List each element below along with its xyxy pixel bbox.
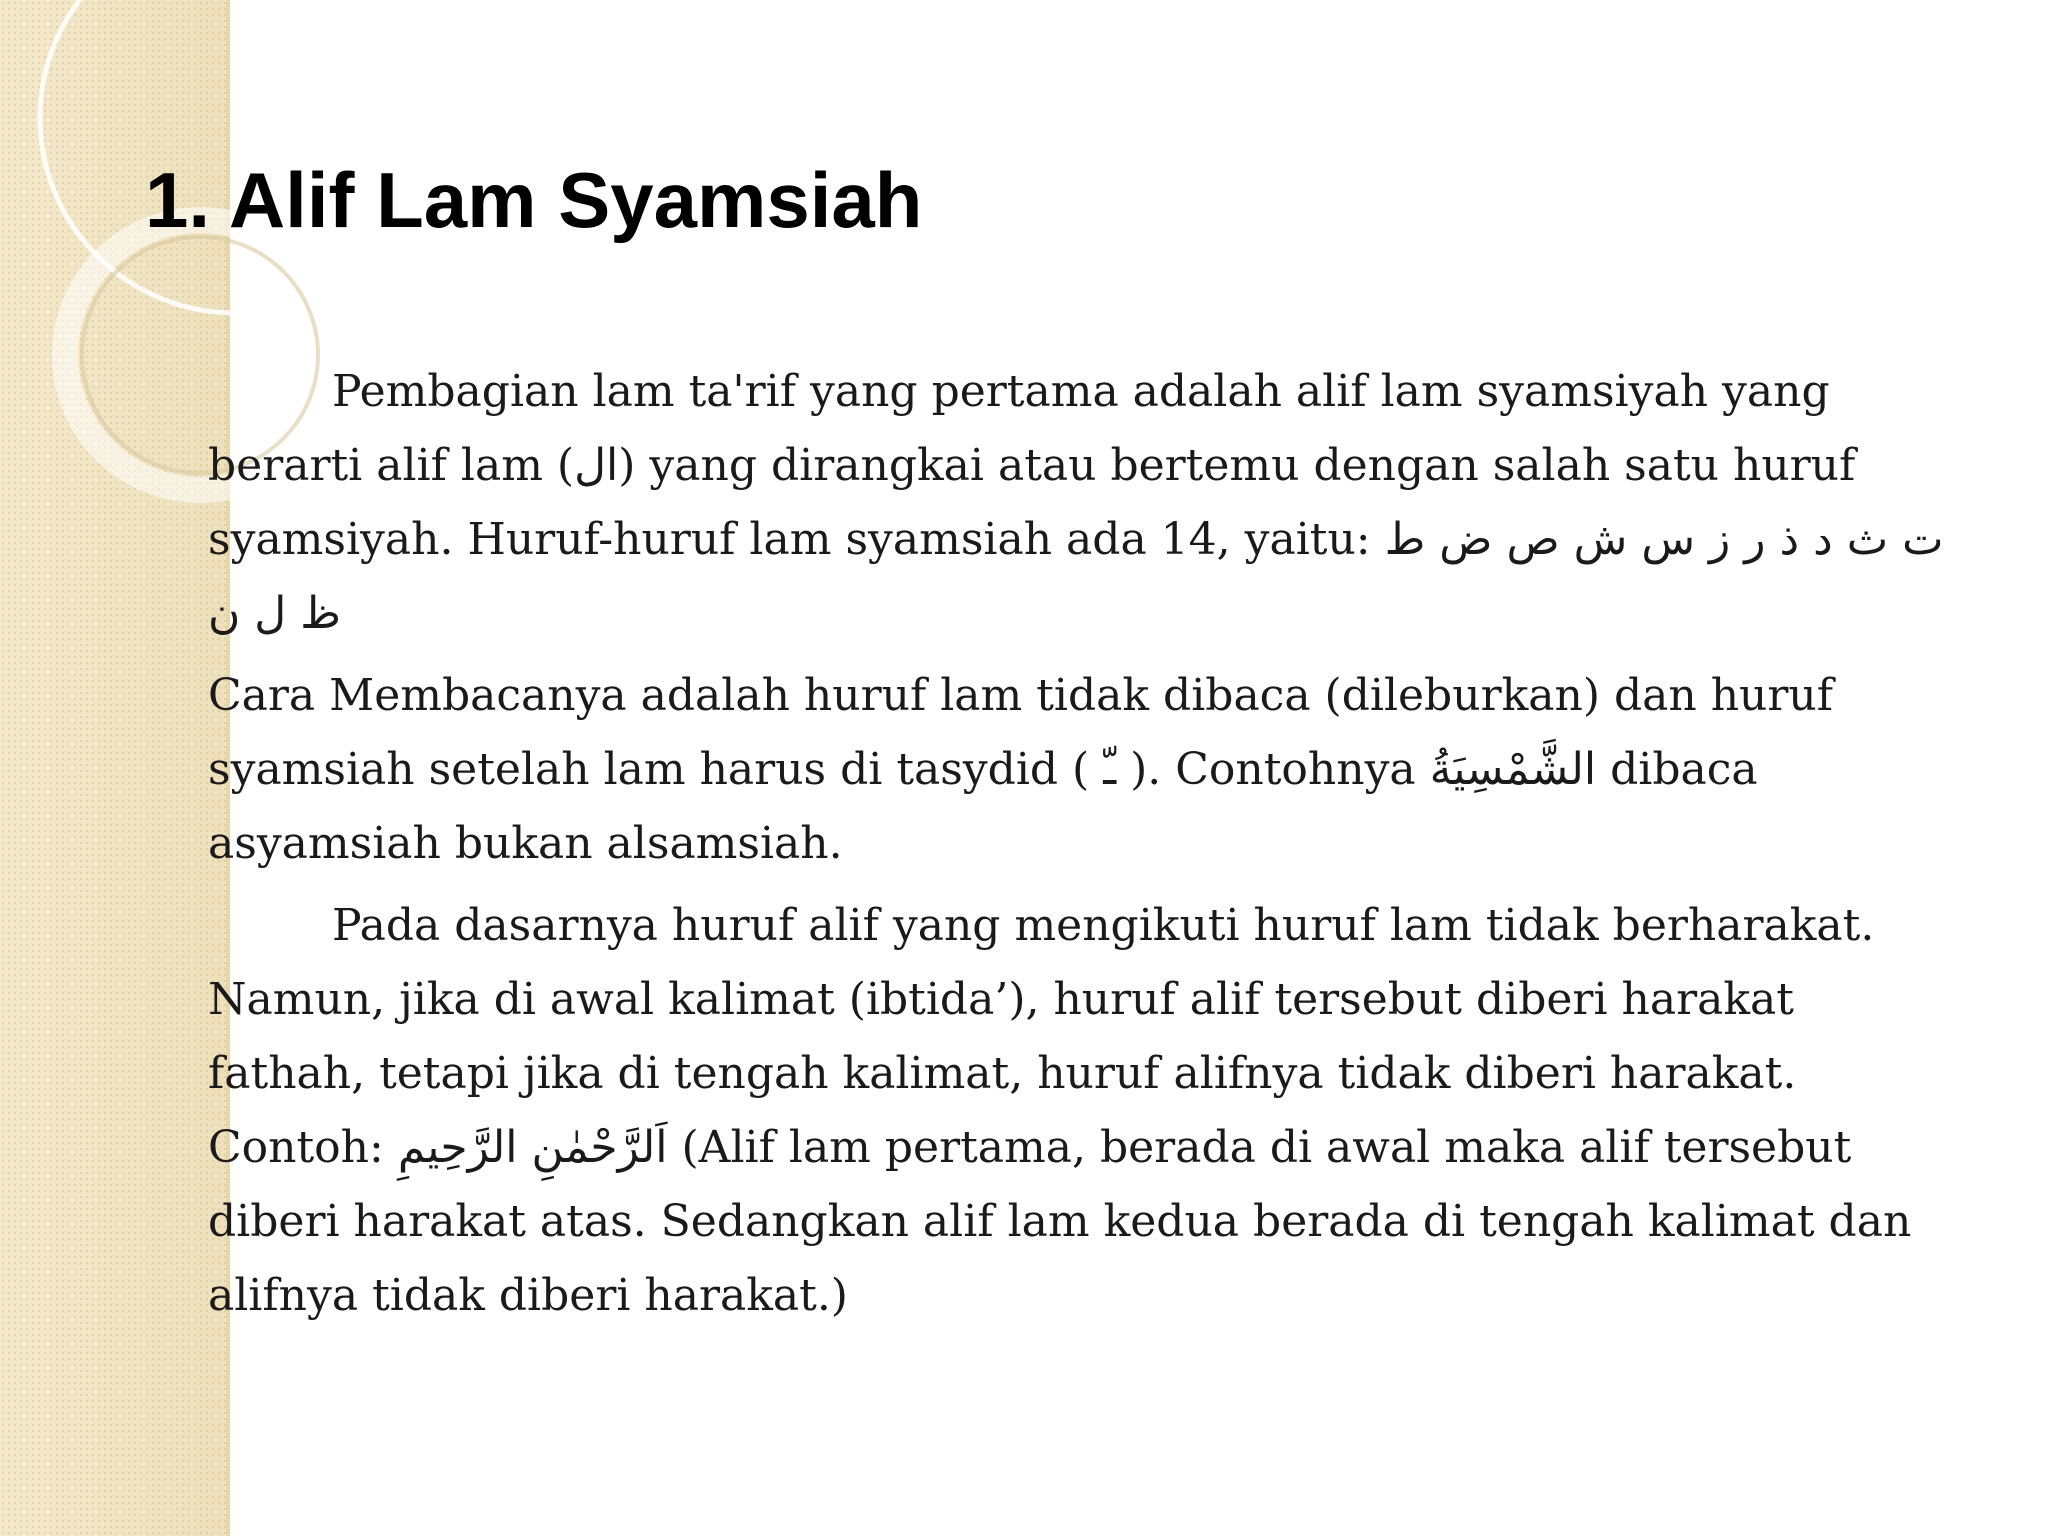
slide-content: [208, 355, 1948, 1341]
paragraph-harakat-text-2: (Alif lam pertama, berada di awal maka alif tersebut diberi harakat atas. Sedangkan alif lam kedua berada di tengah kalimat dan alifnya tidak diberi harakat.): [208, 1122, 1912, 1321]
paragraph-harakat: [208, 889, 1948, 1333]
arabic-example-rahman-rahim: اَلرَّحْمٰنِ الرَّحِيمِ: [397, 1122, 668, 1173]
arabic-syamsiah-letters: ت ث د ذ ر ز س ش ص ض ط ظ ل ن: [208, 514, 1944, 639]
paragraph-definition-text-2: ) yang dirangkai atau bertemu dengan salah satu huruf syamsiyah. Huruf-huruf lam syamsiah ada 14, yaitu:: [208, 440, 1856, 565]
arabic-example-syamsiah: الشَّمْسِيَةُ: [1429, 744, 1597, 795]
paragraph-reading: [208, 659, 1948, 881]
paragraph-definition: [208, 355, 1948, 651]
paragraph-definition-text-1: Pembagian lam ta'rif yang pertama adalah alif lam syamsiyah yang berarti alif lam (: [208, 366, 1830, 491]
paragraph-harakat-text-1: Pada dasarnya huruf alif yang mengikuti huruf lam tidak berharakat. Namun, jika di awal kalimat (ibtida’), huruf alif tersebut diberi harakat fathah, tetapi jika di tengah kalimat, huruf alifnya tidak diberi harakat. Contoh:: [208, 900, 1875, 1173]
paragraph-reading-text-1: Cara Membacanya adalah huruf lam tidak dibaca (dileburkan) dan huruf syamsiah setelah lam harus di tasydid (: [208, 670, 1834, 795]
paragraph-reading-text-2: ). Contohnya: [1116, 744, 1430, 795]
arabic-alif-lam: ال: [574, 440, 619, 491]
arabic-tasydid-mark: ـّ: [1103, 744, 1117, 795]
slide-title: 1. Alif Lam Syamsiah: [145, 156, 923, 244]
paragraph-reading-text-3: dibaca asyamsiah bukan alsamsiah.: [208, 744, 1758, 869]
